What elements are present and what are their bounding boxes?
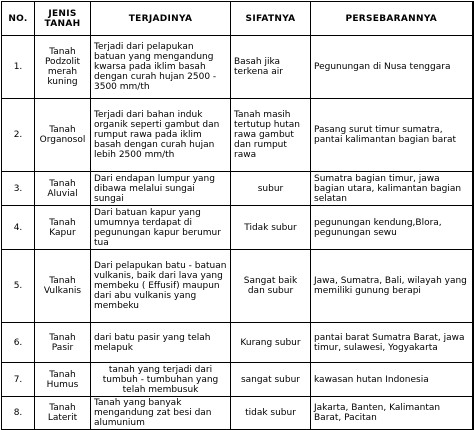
row-number: 8. bbox=[2, 397, 35, 430]
soil-type: Tanah Vulkanis bbox=[35, 250, 91, 323]
header-terjadinya: TERJADINYA bbox=[91, 2, 231, 36]
table-row bbox=[2, 36, 473, 99]
table-row bbox=[2, 99, 473, 172]
soil-type: Tanah Podzolit merah kuning bbox=[35, 36, 91, 99]
row-number: 7. bbox=[2, 363, 35, 397]
formation: tanah yang terjadi dari tumbuh - tumbuhan yang telah membusuk bbox=[91, 363, 231, 397]
table-row bbox=[2, 172, 473, 206]
header-jenis-tanah: JENIS TANAH bbox=[35, 2, 91, 36]
properties: Sangat baik dan subur bbox=[231, 250, 311, 323]
soil-type: Tanah Pasir bbox=[35, 323, 91, 363]
row-number: 4. bbox=[2, 206, 35, 250]
properties: Tanah masih tertutup hutan rawa gambut dan rumput rawa bbox=[231, 99, 311, 172]
header-no: NO. bbox=[2, 2, 35, 36]
distribution: Jawa, Sumatra, Bali, wilayah yang memiliki gunung berapi bbox=[311, 250, 473, 323]
distribution: pegunungan kendung,Blora, pegunungan sewu bbox=[311, 206, 473, 250]
header-sifatnya: SIFATNYA bbox=[231, 2, 311, 36]
table-row bbox=[2, 323, 473, 363]
soil-type: Tanah Aluvial bbox=[35, 172, 91, 206]
header-row bbox=[2, 2, 473, 36]
formation: Dari endapan lumpur yang dibawa melalui sungai sungai bbox=[91, 172, 231, 206]
properties: Basah jika terkena air bbox=[231, 36, 311, 99]
distribution: Jakarta, Banten, Kalimantan Barat, Pacitan bbox=[311, 397, 473, 430]
soil-type: Tanah Laterit bbox=[35, 397, 91, 430]
properties: tidak subur bbox=[231, 397, 311, 430]
table-row bbox=[2, 206, 473, 250]
distribution: Sumatra bagian timur, jawa bagian utara, kalimantan bagian selatan bbox=[311, 172, 473, 206]
soil-type: Tanah Kapur bbox=[35, 206, 91, 250]
properties: Kurang subur bbox=[231, 323, 311, 363]
formation: Terjadi dari pelapukan batuan yang mengandung kwarsa pada iklim basah dengan curah hujan 2500 - 3500 mm/th bbox=[91, 36, 231, 99]
formation: dari batu pasir yang telah melapuk bbox=[91, 323, 231, 363]
formation: Dari batuan kapur yang umumnya terdapat di pegunungan kapur berumur tua bbox=[91, 206, 231, 250]
distribution: Pegunungan di Nusa tenggara bbox=[311, 36, 473, 99]
soil-type: Tanah Organosol bbox=[35, 99, 91, 172]
formation: Tanah yang banyak mengandung zat besi dan alumunium bbox=[91, 397, 231, 430]
table-row bbox=[2, 363, 473, 397]
properties: Tidak subur bbox=[231, 206, 311, 250]
soil-type: Tanah Humus bbox=[35, 363, 91, 397]
properties: sangat subur bbox=[231, 363, 311, 397]
row-number: 2. bbox=[2, 99, 35, 172]
distribution: pantai barat Sumatra Barat, jawa timur, sulawesi, Yogyakarta bbox=[311, 323, 473, 363]
row-number: 1. bbox=[2, 36, 35, 99]
table-row bbox=[2, 397, 473, 430]
row-number: 5. bbox=[2, 250, 35, 323]
formation: Terjadi dari bahan induk organik seperti gambut dan rumput rawa pada iklim basah dengan curah hujan lebih 2500 mm/th bbox=[91, 99, 231, 172]
soil-types-table bbox=[1, 1, 474, 430]
properties: subur bbox=[231, 172, 311, 206]
formation: Dari pelapukan batu - batuan vulkanis, baik dari lava yang membeku ( Effusif) maupun dari abu vulkanis yang membeku bbox=[91, 250, 231, 323]
row-number: 3. bbox=[2, 172, 35, 206]
distribution: Pasang surut timur sumatra, pantai kalimantan bagian barat bbox=[311, 99, 473, 172]
row-number: 6. bbox=[2, 323, 35, 363]
distribution: kawasan hutan Indonesia bbox=[311, 363, 473, 397]
table-row bbox=[2, 250, 473, 323]
header-persebarannya: PERSEBARANNYA bbox=[311, 2, 473, 36]
